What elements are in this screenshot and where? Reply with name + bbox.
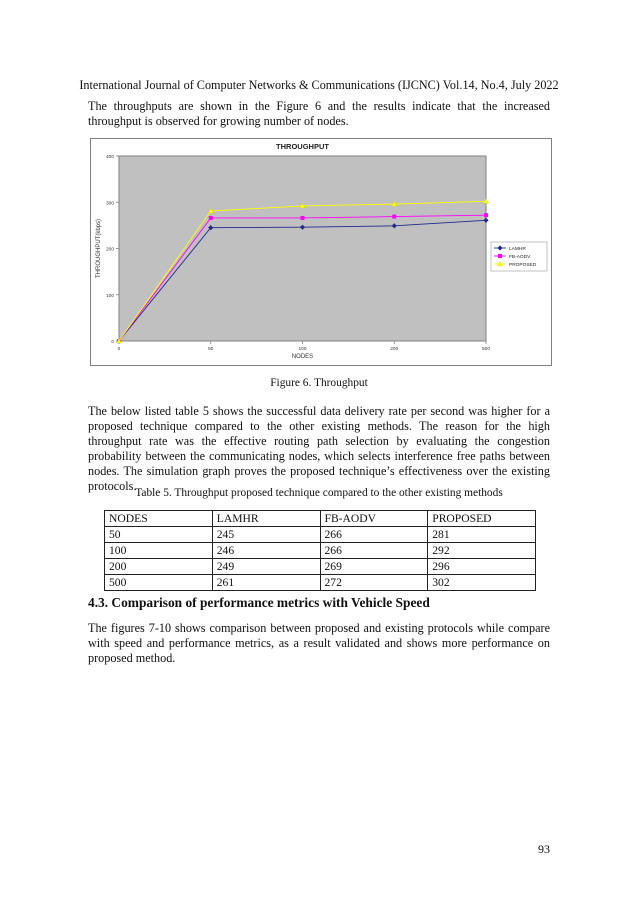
table-cell: 246 bbox=[212, 543, 320, 559]
table-cell: 266 bbox=[320, 543, 428, 559]
table-header-cell: FB-AODV bbox=[320, 511, 428, 527]
table-cell: 245 bbox=[212, 527, 320, 543]
table-row bbox=[105, 543, 536, 559]
x-tick-label: 0 bbox=[117, 347, 121, 352]
table-cell: 100 bbox=[105, 543, 213, 559]
page-number: 93 bbox=[538, 842, 550, 856]
y-tick-label: 100 bbox=[105, 293, 114, 299]
table-row bbox=[105, 559, 536, 575]
section-heading: 4.3. Comparison of performance metrics with Vehicle Speed bbox=[88, 595, 430, 610]
table-cell: 292 bbox=[428, 543, 536, 559]
intro-paragraph: The throughputs are shown in the Figure 6 and the results indicate that the increased throughput is observed for growing number of nodes. bbox=[88, 99, 550, 128]
plot-area bbox=[119, 156, 486, 341]
y-tick-label: 0 bbox=[111, 340, 114, 345]
data-point-fb-aodv bbox=[209, 216, 213, 220]
table-cell: 272 bbox=[320, 575, 428, 591]
table-cell: 249 bbox=[212, 559, 320, 575]
table-row bbox=[105, 575, 536, 591]
chart-title: THROUGHPUT bbox=[276, 142, 329, 151]
data-point-fb-aodv bbox=[301, 216, 305, 220]
table-header-cell: LAMHR bbox=[212, 511, 320, 527]
y-axis-label: THROUGHPUT(kbps) bbox=[96, 218, 102, 279]
table-cell: 266 bbox=[320, 527, 428, 543]
legend-marker bbox=[498, 254, 502, 258]
journal-header: International Journal of Computer Networks & Communications (IJCNC) Vol.14, No.4, July 2022 bbox=[79, 78, 559, 92]
table-caption: Table 5. Throughput proposed technique compared to the other existing methods bbox=[135, 487, 503, 499]
table-body bbox=[105, 511, 536, 591]
section-paragraph: The figures 7-10 shows comparison between proposed and existing protocols while compare with speed and performance metrics, as a result validated and shows more performance on proposed method. bbox=[88, 621, 550, 665]
x-tick-label: 500 bbox=[481, 347, 491, 352]
table-cell: 296 bbox=[428, 559, 536, 575]
legend-label: LAMHR bbox=[509, 246, 526, 252]
x-axis-label: NODES bbox=[291, 354, 314, 360]
table-cell: 269 bbox=[320, 559, 428, 575]
legend-label: PROPOSED bbox=[509, 262, 537, 268]
chart-svg bbox=[91, 139, 551, 365]
throughput-table bbox=[104, 510, 536, 591]
table-cell: 302 bbox=[428, 575, 536, 591]
legend-label: FB-AODV bbox=[509, 254, 531, 260]
table-cell: 281 bbox=[428, 527, 536, 543]
table-cell: 200 bbox=[105, 559, 213, 575]
table-cell: 50 bbox=[105, 527, 213, 543]
table-row bbox=[105, 527, 536, 543]
x-tick-label: 100 bbox=[298, 347, 307, 352]
table-header-cell: PROPOSED bbox=[428, 511, 536, 527]
y-tick-label: 400 bbox=[105, 155, 114, 160]
figure-caption: Figure 6. Throughput bbox=[270, 377, 368, 389]
body-paragraph: The below listed table 5 shows the successful data delivery rate per second was higher for a proposed technique compared to the other existing methods. The reason for the high throughput rate was the effective routing path selection by evaluating the congestion probability between the communicating nodes, which selects interference free paths between nodes. The simulation graph proves the proposed technique’s effectiveness over the existing protocols. bbox=[88, 404, 550, 493]
throughput-chart bbox=[90, 138, 552, 366]
data-point-fb-aodv bbox=[484, 213, 488, 217]
data-point-fb-aodv bbox=[392, 215, 396, 219]
x-tick-label: 50 bbox=[208, 347, 214, 352]
x-tick-label: 200 bbox=[390, 347, 399, 352]
table-header-row bbox=[105, 511, 536, 527]
y-tick-label: 300 bbox=[105, 201, 114, 207]
y-tick-label: 200 bbox=[105, 247, 114, 253]
table-header-cell: NODES bbox=[105, 511, 213, 527]
table-cell: 500 bbox=[105, 575, 213, 591]
table-cell: 261 bbox=[212, 575, 320, 591]
